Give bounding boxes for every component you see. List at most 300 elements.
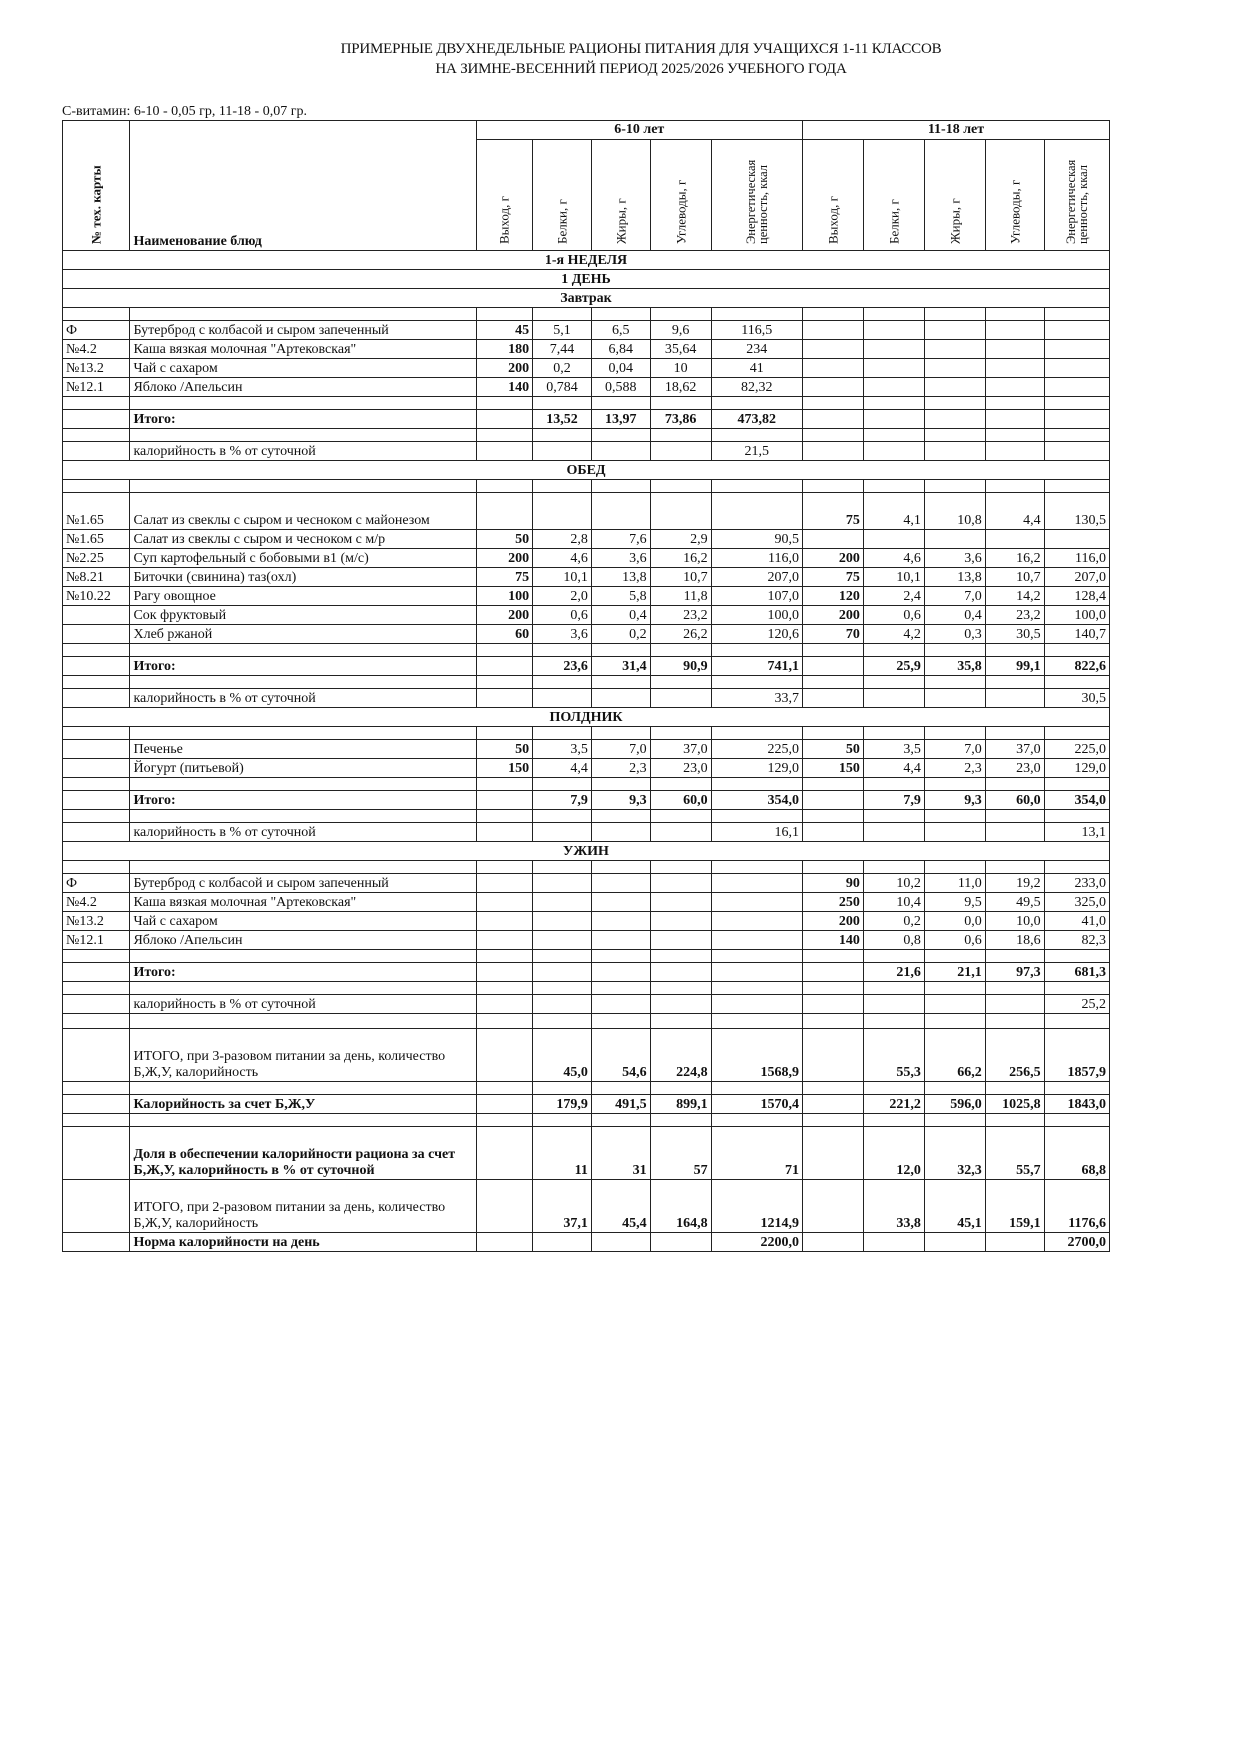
dish-value-b-2: 13,8	[924, 568, 985, 587]
blank-cell	[591, 397, 650, 410]
total-value-a-1: 7,9	[533, 791, 592, 810]
dish-value-a-3	[650, 874, 711, 893]
dish-value-b-3: 23,2	[985, 606, 1044, 625]
summary-value-b-3: 55,7	[985, 1127, 1044, 1180]
blank-cell	[533, 644, 592, 657]
blank-cell	[650, 861, 711, 874]
dish-name: Чай с сахаром	[130, 912, 476, 931]
blank-cell	[711, 676, 802, 689]
total-value-b-4: 822,6	[1044, 657, 1109, 676]
pct-empty	[802, 442, 863, 461]
dish-value-b-2	[924, 340, 985, 359]
dish-name: Йогурт (питьевой)	[130, 759, 476, 778]
pct-empty	[863, 995, 924, 1014]
blank-cell	[863, 810, 924, 823]
blank-cell	[650, 727, 711, 740]
summary-label: ИТОГО, при 2-разовом питании за день, количество Б,Ж,У, калорийность	[130, 1180, 476, 1233]
dish-value-b-2: 7,0	[924, 587, 985, 606]
dish-code: №13.2	[63, 359, 130, 378]
blank-cell	[591, 676, 650, 689]
blank-cell	[802, 644, 863, 657]
summary-value-b-1: 221,2	[863, 1095, 924, 1114]
blank-cell	[863, 1082, 924, 1095]
dish-value-b-4	[1044, 530, 1109, 549]
blank-cell	[650, 1114, 711, 1127]
dish-name: Хлеб ржаной	[130, 625, 476, 644]
blank-cell	[476, 429, 533, 442]
dish-code	[63, 740, 130, 759]
dish-value-a-2: 5,8	[591, 587, 650, 606]
total-value-a-3: 90,9	[650, 657, 711, 676]
dish-code: Ф	[63, 321, 130, 340]
total-value-b-0	[802, 791, 863, 810]
total-value-b-3: 60,0	[985, 791, 1044, 810]
dish-value-a-0: 150	[476, 759, 533, 778]
dish-value-a-1	[533, 893, 592, 912]
total-value-a-3	[650, 963, 711, 982]
blank-cell	[985, 1114, 1044, 1127]
dish-value-b-3	[985, 321, 1044, 340]
dish-code: №4.2	[63, 340, 130, 359]
total-code	[63, 963, 130, 982]
dish-row	[63, 549, 1110, 568]
blank-cell	[591, 778, 650, 791]
summary-value-b-2: 32,3	[924, 1127, 985, 1180]
dish-value-b-1	[863, 378, 924, 397]
total-value-b-1	[863, 410, 924, 429]
blank-cell	[63, 480, 130, 493]
dish-value-a-0: 180	[476, 340, 533, 359]
summary-value-b-4: 1843,0	[1044, 1095, 1109, 1114]
dish-value-a-2	[591, 493, 650, 530]
blank-cell	[591, 308, 650, 321]
pct-empty	[591, 689, 650, 708]
blank-cell	[650, 778, 711, 791]
total-value-b-0	[802, 963, 863, 982]
dish-value-a-2: 7,0	[591, 740, 650, 759]
blank-cell	[63, 429, 130, 442]
dish-value-b-3: 10,7	[985, 568, 1044, 587]
pct-empty	[802, 689, 863, 708]
blank-cell	[711, 1114, 802, 1127]
dish-value-a-4	[711, 493, 802, 530]
blank-cell	[985, 429, 1044, 442]
dish-value-b-0: 90	[802, 874, 863, 893]
dish-value-a-4: 234	[711, 340, 802, 359]
dish-code: №8.21	[63, 568, 130, 587]
blank-cell	[476, 397, 533, 410]
summary-value-b-3: 159,1	[985, 1180, 1044, 1233]
blank-cell	[985, 727, 1044, 740]
total-value-a-4: 473,82	[711, 410, 802, 429]
total-value-b-4: 681,3	[1044, 963, 1109, 982]
dish-value-b-4: 325,0	[1044, 893, 1109, 912]
total-value-a-1: 13,52	[533, 410, 592, 429]
blank-cell	[802, 1082, 863, 1095]
dish-code: №1.65	[63, 530, 130, 549]
dish-value-b-0: 50	[802, 740, 863, 759]
header-code: № тех. карты	[63, 121, 130, 251]
dish-value-a-1	[533, 874, 592, 893]
dish-value-b-0: 75	[802, 568, 863, 587]
blank-cell	[863, 982, 924, 995]
dish-value-b-0: 75	[802, 493, 863, 530]
total-value-a-4: 354,0	[711, 791, 802, 810]
meal-title-lunch: ОБЕД	[63, 461, 1110, 480]
header-age-11-18: 11-18 лет	[802, 121, 1109, 140]
summary-value-a-2: 31	[591, 1127, 650, 1180]
blank-cell	[533, 676, 592, 689]
dish-value-b-3: 49,5	[985, 893, 1044, 912]
dish-value-a-2: 6,5	[591, 321, 650, 340]
dish-value-a-3: 23,2	[650, 606, 711, 625]
dish-row	[63, 625, 1110, 644]
pct-empty	[533, 823, 592, 842]
blank-cell	[130, 429, 476, 442]
dish-value-a-0: 200	[476, 549, 533, 568]
dish-value-b-4	[1044, 340, 1109, 359]
dish-value-b-4: 100,0	[1044, 606, 1109, 625]
dish-row	[63, 587, 1110, 606]
blank-cell	[711, 778, 802, 791]
total-code	[63, 657, 130, 676]
summary-value-b-2: 66,2	[924, 1029, 985, 1082]
summary-value-a-0	[476, 1233, 533, 1252]
dish-value-b-2	[924, 359, 985, 378]
dish-row	[63, 874, 1110, 893]
blank-cell	[591, 429, 650, 442]
dish-value-b-3	[985, 340, 1044, 359]
dish-value-a-4	[711, 912, 802, 931]
pct-empty	[985, 442, 1044, 461]
total-code	[63, 791, 130, 810]
blank-cell	[650, 810, 711, 823]
dish-value-b-0: 150	[802, 759, 863, 778]
pct-empty	[985, 823, 1044, 842]
pct-empty	[533, 442, 592, 461]
header-name: Наименование блюд	[130, 121, 476, 251]
dish-value-b-4	[1044, 359, 1109, 378]
summary-label: Калорийность за счет Б,Ж,У	[130, 1095, 476, 1114]
summary-value-a-3: 224,8	[650, 1029, 711, 1082]
dish-value-a-0: 45	[476, 321, 533, 340]
blank-cell	[802, 861, 863, 874]
dish-value-b-1: 4,1	[863, 493, 924, 530]
total-value-b-2	[924, 410, 985, 429]
blank-cell	[130, 676, 476, 689]
dish-value-b-4: 130,5	[1044, 493, 1109, 530]
dish-value-a-1	[533, 493, 592, 530]
summary-value-a-4: 1568,9	[711, 1029, 802, 1082]
summary-code	[63, 1029, 130, 1082]
blank-cell	[650, 1082, 711, 1095]
summary-value-b-3: 1025,8	[985, 1095, 1044, 1114]
dish-value-a-2: 2,3	[591, 759, 650, 778]
dish-value-a-3: 2,9	[650, 530, 711, 549]
dish-value-b-1: 0,2	[863, 912, 924, 931]
dish-value-b-1	[863, 340, 924, 359]
dish-value-b-0	[802, 378, 863, 397]
total-value-b-0	[802, 657, 863, 676]
blank-cell	[650, 480, 711, 493]
dish-value-a-4	[711, 931, 802, 950]
blank-cell	[533, 810, 592, 823]
pct-label: калорийность в % от суточной	[130, 689, 476, 708]
dish-value-b-2: 0,0	[924, 912, 985, 931]
blank-cell	[711, 810, 802, 823]
summary-value-b-0	[802, 1127, 863, 1180]
summary-value-b-4: 1857,9	[1044, 1029, 1109, 1082]
dish-name: Салат из свеклы с сыром и чесноком с майонезом	[130, 493, 476, 530]
blank-cell	[985, 644, 1044, 657]
dish-value-a-1: 7,44	[533, 340, 592, 359]
header-protein-a: Белки, г	[533, 140, 592, 251]
blank-cell	[63, 308, 130, 321]
total-value-a-2: 13,97	[591, 410, 650, 429]
dish-code	[63, 759, 130, 778]
dish-row	[63, 378, 1110, 397]
dish-value-a-3: 9,6	[650, 321, 711, 340]
blank-cell	[1044, 727, 1109, 740]
pct-label: калорийность в % от суточной	[130, 995, 476, 1014]
dish-row	[63, 530, 1110, 549]
dish-value-b-2: 0,3	[924, 625, 985, 644]
blank-cell	[1044, 397, 1109, 410]
blank-cell	[476, 810, 533, 823]
blank-cell	[533, 982, 592, 995]
dish-value-b-3	[985, 378, 1044, 397]
total-value-a-3: 60,0	[650, 791, 711, 810]
dish-code: №12.1	[63, 931, 130, 950]
meal-title-breakfast: Завтрак	[63, 289, 1110, 308]
blank-cell	[1044, 644, 1109, 657]
summary-value-b-4: 68,8	[1044, 1127, 1109, 1180]
pct-code	[63, 995, 130, 1014]
blank-cell	[863, 1114, 924, 1127]
dish-value-b-1: 0,8	[863, 931, 924, 950]
summary-value-a-1: 37,1	[533, 1180, 592, 1233]
blank-cell	[711, 429, 802, 442]
dish-value-a-0: 75	[476, 568, 533, 587]
pct-empty	[591, 823, 650, 842]
summary-value-b-2: 596,0	[924, 1095, 985, 1114]
total-value-a-4	[711, 963, 802, 982]
dish-value-a-1: 4,4	[533, 759, 592, 778]
dish-code	[63, 625, 130, 644]
dish-name: Печенье	[130, 740, 476, 759]
pct-code	[63, 442, 130, 461]
header-age-6-10: 6-10 лет	[476, 121, 802, 140]
header-fat-a: Жиры, г	[591, 140, 650, 251]
blank-cell	[476, 778, 533, 791]
dish-value-b-0	[802, 340, 863, 359]
blank-cell	[802, 1114, 863, 1127]
blank-cell	[924, 950, 985, 963]
week-label: 1-я НЕДЕЛЯ	[63, 251, 1110, 270]
dish-row	[63, 740, 1110, 759]
dish-value-b-1: 4,2	[863, 625, 924, 644]
blank-cell	[863, 778, 924, 791]
dish-value-a-4	[711, 874, 802, 893]
blank-cell	[924, 810, 985, 823]
dish-value-a-3: 18,62	[650, 378, 711, 397]
pct-empty	[476, 823, 533, 842]
dish-value-a-4: 41	[711, 359, 802, 378]
dish-value-a-4: 116,0	[711, 549, 802, 568]
summary-value-b-3	[985, 1233, 1044, 1252]
dish-value-b-0: 200	[802, 606, 863, 625]
blank-cell	[533, 1082, 592, 1095]
dish-value-b-0: 120	[802, 587, 863, 606]
dish-value-b-2	[924, 530, 985, 549]
dish-value-b-3: 4,4	[985, 493, 1044, 530]
total-value-a-0	[476, 657, 533, 676]
pct-empty	[591, 442, 650, 461]
pct-value-b: 13,1	[1044, 823, 1109, 842]
dish-row	[63, 893, 1110, 912]
dish-value-b-4: 140,7	[1044, 625, 1109, 644]
dish-value-b-4: 82,3	[1044, 931, 1109, 950]
dish-value-a-1: 4,6	[533, 549, 592, 568]
summary-value-b-4: 2700,0	[1044, 1233, 1109, 1252]
blank-cell	[802, 982, 863, 995]
dish-value-a-3	[650, 931, 711, 950]
summary-value-a-2: 45,4	[591, 1180, 650, 1233]
dish-value-b-0	[802, 530, 863, 549]
summary-code	[63, 1180, 130, 1233]
dish-code: №2.25	[63, 549, 130, 568]
total-value-b-3: 99,1	[985, 657, 1044, 676]
blank-cell	[591, 644, 650, 657]
blank-cell	[533, 778, 592, 791]
blank-cell	[924, 644, 985, 657]
blank-cell	[130, 644, 476, 657]
dish-code: №10.22	[63, 587, 130, 606]
dish-value-b-1: 4,6	[863, 549, 924, 568]
blank-cell	[711, 480, 802, 493]
dish-row	[63, 359, 1110, 378]
blank-cell	[476, 480, 533, 493]
summary-label: Норма калорийности на день	[130, 1233, 476, 1252]
summary-value-a-1: 179,9	[533, 1095, 592, 1114]
dish-value-a-1: 10,1	[533, 568, 592, 587]
dish-value-a-2: 0,588	[591, 378, 650, 397]
summary-value-a-4: 1570,4	[711, 1095, 802, 1114]
blank-cell	[924, 1114, 985, 1127]
summary-value-a-3: 164,8	[650, 1180, 711, 1233]
dish-value-a-4: 120,6	[711, 625, 802, 644]
header-carbs-b: Углеводы, г	[985, 140, 1044, 251]
pct-empty	[863, 689, 924, 708]
dish-value-a-2	[591, 931, 650, 950]
blank-cell	[533, 727, 592, 740]
blank-cell	[130, 778, 476, 791]
pct-empty	[802, 823, 863, 842]
pct-empty	[591, 995, 650, 1014]
dish-value-b-4: 116,0	[1044, 549, 1109, 568]
blank-cell	[802, 727, 863, 740]
dish-value-a-2: 7,6	[591, 530, 650, 549]
dish-value-a-0	[476, 493, 533, 530]
blank-cell	[63, 397, 130, 410]
total-label: Итого:	[130, 963, 476, 982]
blank-cell	[130, 950, 476, 963]
blank-cell	[863, 308, 924, 321]
blank-cell	[130, 480, 476, 493]
dish-value-a-2: 0,04	[591, 359, 650, 378]
blank-cell	[591, 810, 650, 823]
total-value-b-1: 7,9	[863, 791, 924, 810]
summary-label: Доля в обеспечении калорийности рациона за счет Б,Ж,У, калорийность в % от суточной	[130, 1127, 476, 1180]
summary-value-b-2	[924, 1233, 985, 1252]
summary-value-a-3: 899,1	[650, 1095, 711, 1114]
pct-value-a: 16,1	[711, 823, 802, 842]
dish-value-a-4: 207,0	[711, 568, 802, 587]
summary-value-b-4: 1176,6	[1044, 1180, 1109, 1233]
pct-empty	[533, 689, 592, 708]
header-output-a: Выход, г	[476, 140, 533, 251]
blank-cell	[924, 480, 985, 493]
blank-cell	[533, 429, 592, 442]
blank-cell	[802, 810, 863, 823]
summary-value-b-1: 12,0	[863, 1127, 924, 1180]
blank-cell	[130, 727, 476, 740]
blank-cell	[650, 676, 711, 689]
summary-value-a-2: 54,6	[591, 1029, 650, 1082]
dish-value-b-0: 140	[802, 931, 863, 950]
summary-value-b-1	[863, 1233, 924, 1252]
blank-cell	[802, 397, 863, 410]
summary-value-b-0	[802, 1095, 863, 1114]
pct-label: калорийность в % от суточной	[130, 442, 476, 461]
dish-value-a-2: 13,8	[591, 568, 650, 587]
blank-cell	[863, 676, 924, 689]
dish-value-b-0	[802, 321, 863, 340]
header-fat-b: Жиры, г	[924, 140, 985, 251]
dish-value-a-3: 23,0	[650, 759, 711, 778]
summary-value-a-3	[650, 1233, 711, 1252]
blank-cell	[130, 982, 476, 995]
blank-cell	[1044, 429, 1109, 442]
summary-value-a-1	[533, 1233, 592, 1252]
summary-value-b-0	[802, 1029, 863, 1082]
blank-cell	[63, 950, 130, 963]
dish-value-b-3: 16,2	[985, 549, 1044, 568]
dish-value-a-0: 60	[476, 625, 533, 644]
total-label: Итого:	[130, 657, 476, 676]
blank-cell	[985, 778, 1044, 791]
blank-cell	[863, 397, 924, 410]
dish-value-b-1: 2,4	[863, 587, 924, 606]
dish-code: №4.2	[63, 893, 130, 912]
pct-code	[63, 823, 130, 842]
document-title-line2: НА ЗИМНЕ-ВЕСЕННИЙ ПЕРИОД 2025/2026 УЧЕБНОГО ГОДА	[435, 61, 847, 77]
dish-value-a-0	[476, 893, 533, 912]
dish-row	[63, 931, 1110, 950]
dish-value-b-2	[924, 321, 985, 340]
dish-row	[63, 321, 1110, 340]
dish-name: Каша вязкая молочная "Артековская"	[130, 893, 476, 912]
dish-value-a-1	[533, 912, 592, 931]
blank-cell	[711, 1082, 802, 1095]
blank-cell	[802, 950, 863, 963]
dish-value-b-3: 37,0	[985, 740, 1044, 759]
blank-cell	[924, 982, 985, 995]
dish-value-b-1	[863, 321, 924, 340]
dish-value-b-3: 30,5	[985, 625, 1044, 644]
vitamin-c-note: С-витамин: 6-10 - 0,05 гр, 11-18 - 0,07 гр.	[62, 104, 307, 119]
dish-value-b-2	[924, 378, 985, 397]
